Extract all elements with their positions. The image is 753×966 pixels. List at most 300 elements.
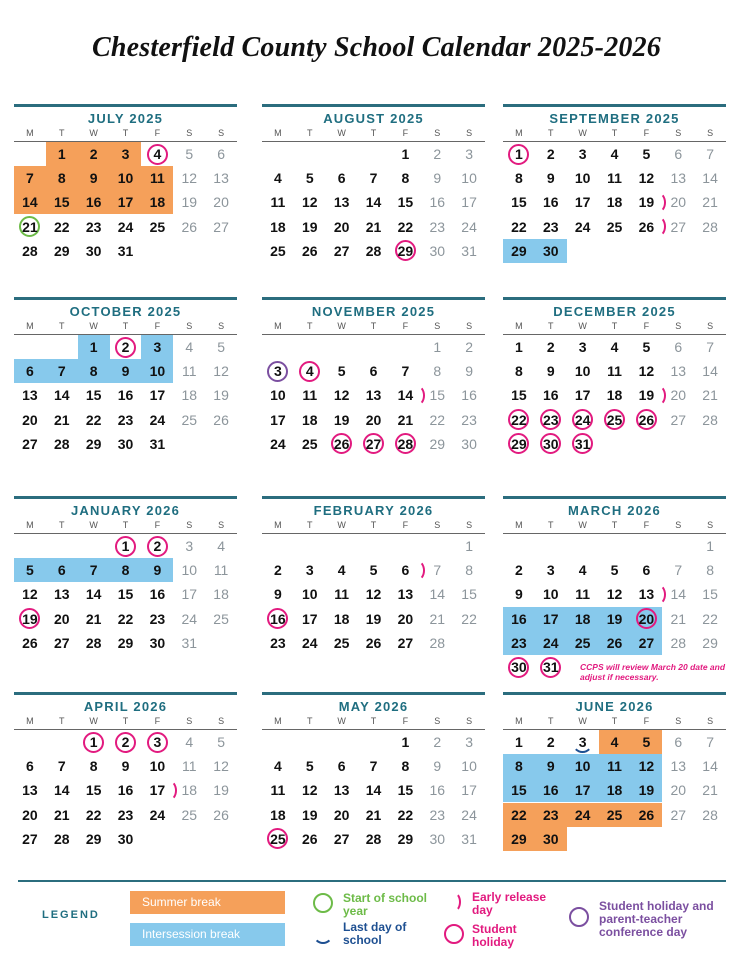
day-number: 6 (642, 562, 651, 579)
weekday-label: T (370, 520, 377, 530)
month-december-2025 (503, 297, 726, 477)
day-number: 9 (274, 586, 282, 603)
calendar-day (14, 607, 46, 631)
day-number: 15 (397, 782, 414, 799)
day-number: 25 (213, 610, 229, 627)
day-number: 14 (54, 782, 70, 799)
calendar-day (599, 383, 631, 407)
calendar-day (694, 166, 726, 190)
day-number: 21 (702, 782, 718, 799)
calendar-day (110, 754, 142, 778)
calendar-day (141, 607, 173, 631)
weekday-label: W (337, 321, 346, 331)
day-number: 4 (153, 146, 162, 162)
calendar-day (110, 383, 142, 407)
calendar-day (46, 190, 78, 214)
calendar-day (110, 534, 142, 558)
day-number: 25 (270, 242, 286, 259)
calendar-day (599, 778, 631, 802)
month-march-2026 (503, 496, 726, 676)
day-number: 16 (543, 782, 559, 799)
day-number: 7 (706, 146, 714, 162)
day-number: 9 (546, 170, 555, 187)
calendar-day (141, 582, 173, 606)
calendar-day (421, 730, 453, 754)
calendar-day (535, 558, 567, 582)
calendar-day (78, 408, 110, 432)
calendar-day (630, 408, 662, 432)
day-number: 5 (369, 562, 378, 579)
legend-early-release-day: Early release day (472, 890, 547, 917)
calendar-day (205, 359, 237, 383)
calendar-day (294, 631, 326, 655)
calendar-day (421, 827, 453, 851)
calendar-day (503, 239, 535, 263)
day-number: 4 (337, 562, 346, 579)
calendar-day (78, 607, 110, 631)
weekday-header (262, 716, 485, 728)
weekday-label: S (675, 520, 682, 530)
day-number: 5 (610, 562, 619, 579)
calendar-day (14, 215, 46, 239)
day-number: 1 (57, 146, 66, 162)
day-number: 28 (397, 435, 414, 452)
calendar-day (421, 631, 453, 655)
month-name: MARCH 2026 (568, 503, 661, 518)
day-number: 20 (365, 411, 382, 428)
day-number: 23 (461, 411, 477, 428)
day-number: 28 (702, 218, 718, 235)
day-number: 27 (365, 435, 382, 452)
day-number: 9 (153, 562, 162, 579)
day-number: 1 (401, 734, 410, 750)
calendar-day (358, 215, 390, 239)
calendar-day (78, 383, 110, 407)
day-number: 7 (57, 363, 66, 380)
day-number: 27 (333, 242, 350, 259)
calendar-day (662, 778, 694, 802)
day-number: 28 (22, 242, 38, 259)
calendar-day (389, 730, 421, 754)
weekday-label: T (548, 128, 554, 138)
day-number: 20 (22, 806, 38, 823)
day-number: 26 (638, 806, 655, 823)
day-number: 17 (302, 610, 318, 627)
calendar-day (567, 166, 599, 190)
calendar-day (205, 383, 237, 407)
calendar-day (326, 827, 358, 851)
weekday-label: W (337, 128, 346, 138)
calendar-day (421, 582, 453, 606)
day-number: 13 (22, 387, 38, 404)
day-number: 12 (606, 586, 623, 603)
calendar-day (262, 215, 294, 239)
calendar-day (14, 359, 46, 383)
month-name: SEPTEMBER 2025 (549, 111, 680, 126)
calendar-day (358, 359, 390, 383)
calendar-day (294, 827, 326, 851)
calendar-day (173, 335, 205, 359)
day-number: 12 (638, 363, 655, 380)
calendar-day (694, 778, 726, 802)
day-number: 26 (606, 634, 623, 651)
calendar-day (630, 142, 662, 166)
month-top-rule (14, 496, 237, 499)
day-number: 25 (333, 634, 350, 651)
day-number: 21 (365, 806, 382, 823)
day-number: 8 (465, 562, 473, 579)
calendar-day (503, 754, 535, 778)
day-number: 15 (511, 782, 527, 799)
day-number: 12 (22, 586, 38, 603)
calendar-day (141, 408, 173, 432)
weekday-header (503, 716, 726, 728)
calendar-day (535, 655, 567, 679)
day-number: 28 (85, 634, 102, 651)
month-header-rule (503, 533, 726, 534)
calendar-day (535, 432, 567, 456)
day-number: 14 (85, 586, 102, 603)
day-number: 30 (117, 830, 134, 847)
day-number: 17 (574, 387, 591, 404)
calendar-day (567, 558, 599, 582)
weekday-label: S (466, 321, 473, 331)
calendar-day (535, 215, 567, 239)
calendar-day (173, 803, 205, 827)
calendar-day (173, 730, 205, 754)
calendar-day (389, 803, 421, 827)
legend-last-day-of-school: Last day of school (343, 920, 407, 947)
calendar-day (630, 383, 662, 407)
calendar-day (14, 239, 46, 263)
calendar-day (662, 754, 694, 778)
day-number: 9 (546, 758, 555, 775)
day-number: 5 (305, 170, 314, 187)
calendar-day (453, 582, 485, 606)
weekday-header (262, 128, 485, 140)
day-number: 22 (511, 806, 527, 823)
day-number: 27 (638, 634, 655, 651)
weekday-label: F (402, 520, 409, 530)
month-name: FEBRUARY 2026 (313, 503, 434, 518)
day-number: 28 (670, 634, 687, 651)
calendar-day (14, 778, 46, 802)
calendar-day (567, 803, 599, 827)
calendar-day (503, 408, 535, 432)
calendar-day (141, 631, 173, 655)
day-number: 25 (149, 218, 166, 235)
day-number: 17 (149, 387, 166, 404)
calendar-day (294, 778, 326, 802)
weekday-label: T (122, 716, 129, 726)
day-number: 17 (270, 411, 286, 428)
calendar-day (110, 582, 142, 606)
month-january-2026 (14, 496, 237, 676)
calendar-day (453, 730, 485, 754)
calendar-day (599, 335, 631, 359)
weekday-label: S (434, 128, 441, 138)
calendar-day (326, 215, 358, 239)
calendar-day (141, 754, 173, 778)
calendar-day (389, 754, 421, 778)
day-number: 30 (461, 435, 477, 452)
day-number: 10 (574, 363, 591, 380)
calendar-day (78, 558, 110, 582)
day-number: 13 (670, 758, 687, 775)
day-number: 6 (401, 562, 410, 579)
calendar-day (389, 607, 421, 631)
calendar-day (262, 239, 294, 263)
calendar-day (421, 359, 453, 383)
day-number: 15 (511, 194, 527, 211)
day-number: 24 (574, 411, 591, 428)
weekday-header (262, 520, 485, 532)
calendar-day (262, 190, 294, 214)
day-number: 8 (515, 170, 523, 187)
day-number: 2 (515, 562, 523, 579)
weekday-label: W (337, 520, 346, 530)
day-number: 29 (429, 435, 446, 452)
calendar-day (358, 432, 390, 456)
month-name: AUGUST 2025 (323, 111, 424, 126)
calendar-day (453, 408, 485, 432)
day-number: 12 (181, 170, 198, 187)
calendar-day (358, 778, 390, 802)
day-number: 17 (461, 194, 477, 211)
day-number: 4 (217, 538, 225, 554)
calendar-day (694, 558, 726, 582)
day-number: 17 (461, 782, 477, 799)
day-number: 9 (433, 170, 442, 187)
calendar-day (567, 778, 599, 802)
month-name: OCTOBER 2025 (69, 304, 182, 319)
calendar-day (503, 359, 535, 383)
day-number: 5 (26, 562, 34, 579)
month-name: DECEMBER 2025 (553, 304, 676, 319)
day-number: 24 (181, 610, 198, 627)
day-number: 13 (365, 387, 382, 404)
weekday-label: T (548, 716, 554, 726)
day-number: 30 (117, 435, 134, 452)
day-number: 3 (578, 734, 587, 750)
weekday-label: S (186, 716, 193, 726)
weekday-label: M (274, 128, 282, 138)
day-number: 8 (57, 170, 66, 187)
day-number: 15 (85, 782, 102, 799)
day-number: 15 (702, 586, 718, 603)
calendar-day (46, 142, 78, 166)
calendar-day (46, 754, 78, 778)
day-number: 28 (365, 242, 382, 259)
calendar-day (205, 778, 237, 802)
weekday-label: W (89, 321, 98, 331)
calendar-day (294, 558, 326, 582)
calendar-day (599, 142, 631, 166)
calendar-day (662, 215, 694, 239)
calendar-day (567, 607, 599, 631)
month-top-rule (14, 297, 237, 300)
day-number: 30 (429, 830, 446, 847)
month-top-rule (14, 692, 237, 695)
calendar-day (326, 754, 358, 778)
day-number: 6 (217, 146, 225, 162)
day-number: 21 (85, 610, 102, 627)
day-number: 18 (574, 610, 591, 627)
calendar-day (599, 754, 631, 778)
calendar-day (262, 383, 294, 407)
month-name: JANUARY 2026 (70, 503, 181, 518)
weekday-label: M (26, 520, 34, 530)
day-number: 7 (401, 363, 410, 380)
calendar-day (173, 607, 205, 631)
day-number: 7 (26, 170, 34, 187)
day-number: 18 (181, 387, 198, 404)
calendar-day (110, 359, 142, 383)
day-number: 13 (638, 586, 655, 603)
calendar-day (205, 190, 237, 214)
day-number: 11 (181, 758, 197, 775)
day-number: 23 (85, 218, 102, 235)
weekday-label: T (370, 716, 377, 726)
calendar-day (389, 778, 421, 802)
day-number: 9 (121, 758, 130, 775)
month-may-2026 (262, 692, 485, 872)
day-number: 22 (85, 411, 102, 428)
day-number: 14 (702, 170, 718, 187)
legend-divider (18, 880, 726, 882)
calendar-day (358, 827, 390, 851)
day-number: 27 (670, 218, 687, 235)
calendar-day (453, 142, 485, 166)
calendar-day (262, 432, 294, 456)
calendar-day (294, 408, 326, 432)
day-number: 4 (305, 363, 314, 380)
weekday-label: T (611, 716, 618, 726)
day-number: 18 (333, 610, 350, 627)
legend-student-holiday: Student holiday (472, 922, 517, 949)
calendar-day (173, 558, 205, 582)
month-october-2025 (14, 297, 237, 477)
calendar-day (389, 190, 421, 214)
calendar-day (78, 730, 110, 754)
calendar-day (694, 335, 726, 359)
day-number: 6 (26, 758, 34, 775)
weekday-header (14, 520, 237, 532)
day-number: 29 (511, 830, 527, 847)
calendar-day (173, 631, 205, 655)
day-number: 22 (702, 610, 718, 627)
day-number: 19 (638, 782, 655, 799)
day-number: 27 (670, 806, 687, 823)
calendar-day (567, 142, 599, 166)
month-top-rule (14, 104, 237, 107)
calendar-day (453, 190, 485, 214)
month-top-rule (262, 496, 485, 499)
calendar-day (326, 803, 358, 827)
calendar-day (503, 827, 535, 851)
calendar-day (662, 408, 694, 432)
day-number: 17 (574, 194, 591, 211)
calendar-day (503, 582, 535, 606)
calendar-day (358, 239, 390, 263)
calendar-day (173, 142, 205, 166)
conference-circle-icon (569, 907, 589, 927)
weekday-label: W (578, 520, 587, 530)
calendar-day (141, 730, 173, 754)
calendar-day (630, 631, 662, 655)
calendar-day (694, 803, 726, 827)
calendar-day (567, 215, 599, 239)
weekday-label: T (611, 128, 618, 138)
calendar-day (78, 778, 110, 802)
day-number: 24 (543, 634, 559, 651)
calendar-day (630, 190, 662, 214)
weekday-label: S (218, 321, 225, 331)
weekday-label: S (434, 520, 441, 530)
day-number: 27 (213, 218, 229, 235)
weekday-label: M (515, 321, 523, 331)
calendar-day (326, 558, 358, 582)
weekday-label: W (89, 128, 98, 138)
day-number: 26 (302, 242, 318, 259)
day-number: 14 (365, 194, 382, 211)
day-number: 13 (333, 782, 350, 799)
calendar-day (294, 432, 326, 456)
day-number: 18 (149, 194, 166, 211)
day-number: 28 (54, 435, 70, 452)
day-number: 3 (274, 363, 282, 380)
day-number: 19 (213, 782, 229, 799)
calendar-day (14, 754, 46, 778)
calendar-day (421, 190, 453, 214)
day-number: 8 (515, 363, 523, 380)
day-number: 14 (429, 586, 446, 603)
calendar-day (294, 803, 326, 827)
calendar-day (662, 359, 694, 383)
calendar-day (46, 631, 78, 655)
day-number: 18 (181, 782, 198, 799)
calendar-day (503, 803, 535, 827)
day-number: 18 (606, 782, 623, 799)
month-top-rule (503, 692, 726, 695)
calendar-day (141, 335, 173, 359)
weekday-label: W (578, 128, 587, 138)
calendar-day (421, 432, 453, 456)
day-number: 27 (22, 435, 38, 452)
weekday-label: S (466, 520, 473, 530)
calendar-day (535, 239, 567, 263)
calendar-day (78, 335, 110, 359)
day-number: 9 (465, 363, 473, 380)
day-number: 2 (546, 734, 555, 750)
day-number: 13 (333, 194, 350, 211)
day-number: 27 (22, 830, 38, 847)
calendar-day (630, 582, 662, 606)
calendar-day (14, 582, 46, 606)
calendar-day (389, 432, 421, 456)
day-number: 12 (213, 758, 229, 775)
day-number: 16 (543, 194, 559, 211)
day-number: 19 (638, 194, 655, 211)
day-number: 29 (511, 435, 527, 452)
day-number: 28 (702, 411, 718, 428)
day-number: 7 (706, 339, 714, 355)
day-number: 21 (429, 610, 446, 627)
calendar-day (503, 655, 535, 679)
calendar-day (503, 730, 535, 754)
day-number: 2 (433, 146, 442, 162)
calendar-day (599, 408, 631, 432)
